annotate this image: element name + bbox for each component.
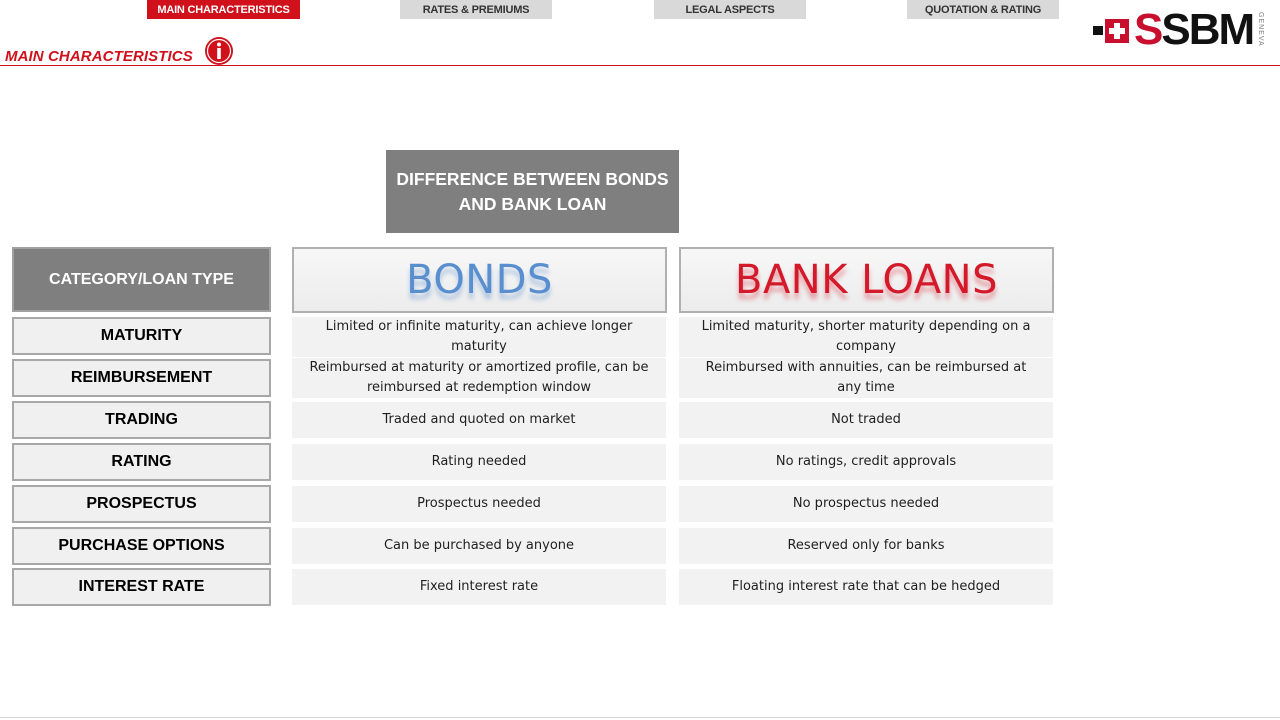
bonds-cell: Reimbursed at maturity or amortized profile, can be reimbursed at redemption window xyxy=(292,358,666,398)
swiss-cross-logo-icon xyxy=(1093,16,1133,46)
comparison-title: DIFFERENCE BETWEEN BONDS AND BANK LOAN xyxy=(386,150,679,233)
tab-legal-aspects[interactable]: LEGAL ASPECTS xyxy=(654,0,806,19)
bonds-cell: Prospectus needed xyxy=(292,486,666,522)
bonds-cell: Can be purchased by anyone xyxy=(292,528,666,564)
bonds-cell: Traded and quoted on market xyxy=(292,402,666,438)
loans-cell: Floating interest rate that can be hedged xyxy=(679,569,1053,605)
bonds-cell: Rating needed xyxy=(292,444,666,480)
bonds-cell: Fixed interest rate xyxy=(292,569,666,605)
footer-divider xyxy=(0,717,1280,718)
loans-cell: No ratings, credit approvals xyxy=(679,444,1053,480)
logo-brand: SSBM xyxy=(1134,5,1254,54)
bonds-cell: Limited or infinite maturity, can achieve longer maturity xyxy=(292,317,666,357)
tab-rates-premiums[interactable]: RATES & PREMIUMS xyxy=(400,0,552,19)
section-title: MAIN CHARACTERISTICS xyxy=(5,48,193,65)
category-cell: INTEREST RATE xyxy=(12,568,271,606)
category-cell: REIMBURSEMENT xyxy=(12,359,271,397)
category-cell: TRADING xyxy=(12,401,271,439)
header-divider xyxy=(0,65,1280,66)
loans-cell: Reserved only for banks xyxy=(679,528,1053,564)
loans-cell: Not traded xyxy=(679,402,1053,438)
category-cell: MATURITY xyxy=(12,317,271,355)
loans-cell: Limited maturity, shorter maturity depending on a company xyxy=(679,317,1053,357)
loans-cell: Reimbursed with annuities, can be reimbursed at any time xyxy=(679,358,1053,398)
category-cell: PROSPECTUS xyxy=(12,485,271,523)
info-icon[interactable] xyxy=(204,36,234,66)
loans-cell: No prospectus needed xyxy=(679,486,1053,522)
logo-subtitle: GENEVA xyxy=(1257,12,1264,47)
bonds-column-header: BONDS xyxy=(292,247,667,313)
category-cell: PURCHASE OPTIONS xyxy=(12,527,271,565)
category-header: CATEGORY/LOAN TYPE xyxy=(12,247,271,312)
category-cell: RATING xyxy=(12,443,271,481)
bank-loans-column-header: BANK LOANS xyxy=(679,247,1054,313)
tab-main-characteristics[interactable]: MAIN CHARACTERISTICS xyxy=(147,0,300,19)
tab-quotation-rating[interactable]: QUOTATION & RATING xyxy=(907,0,1059,19)
